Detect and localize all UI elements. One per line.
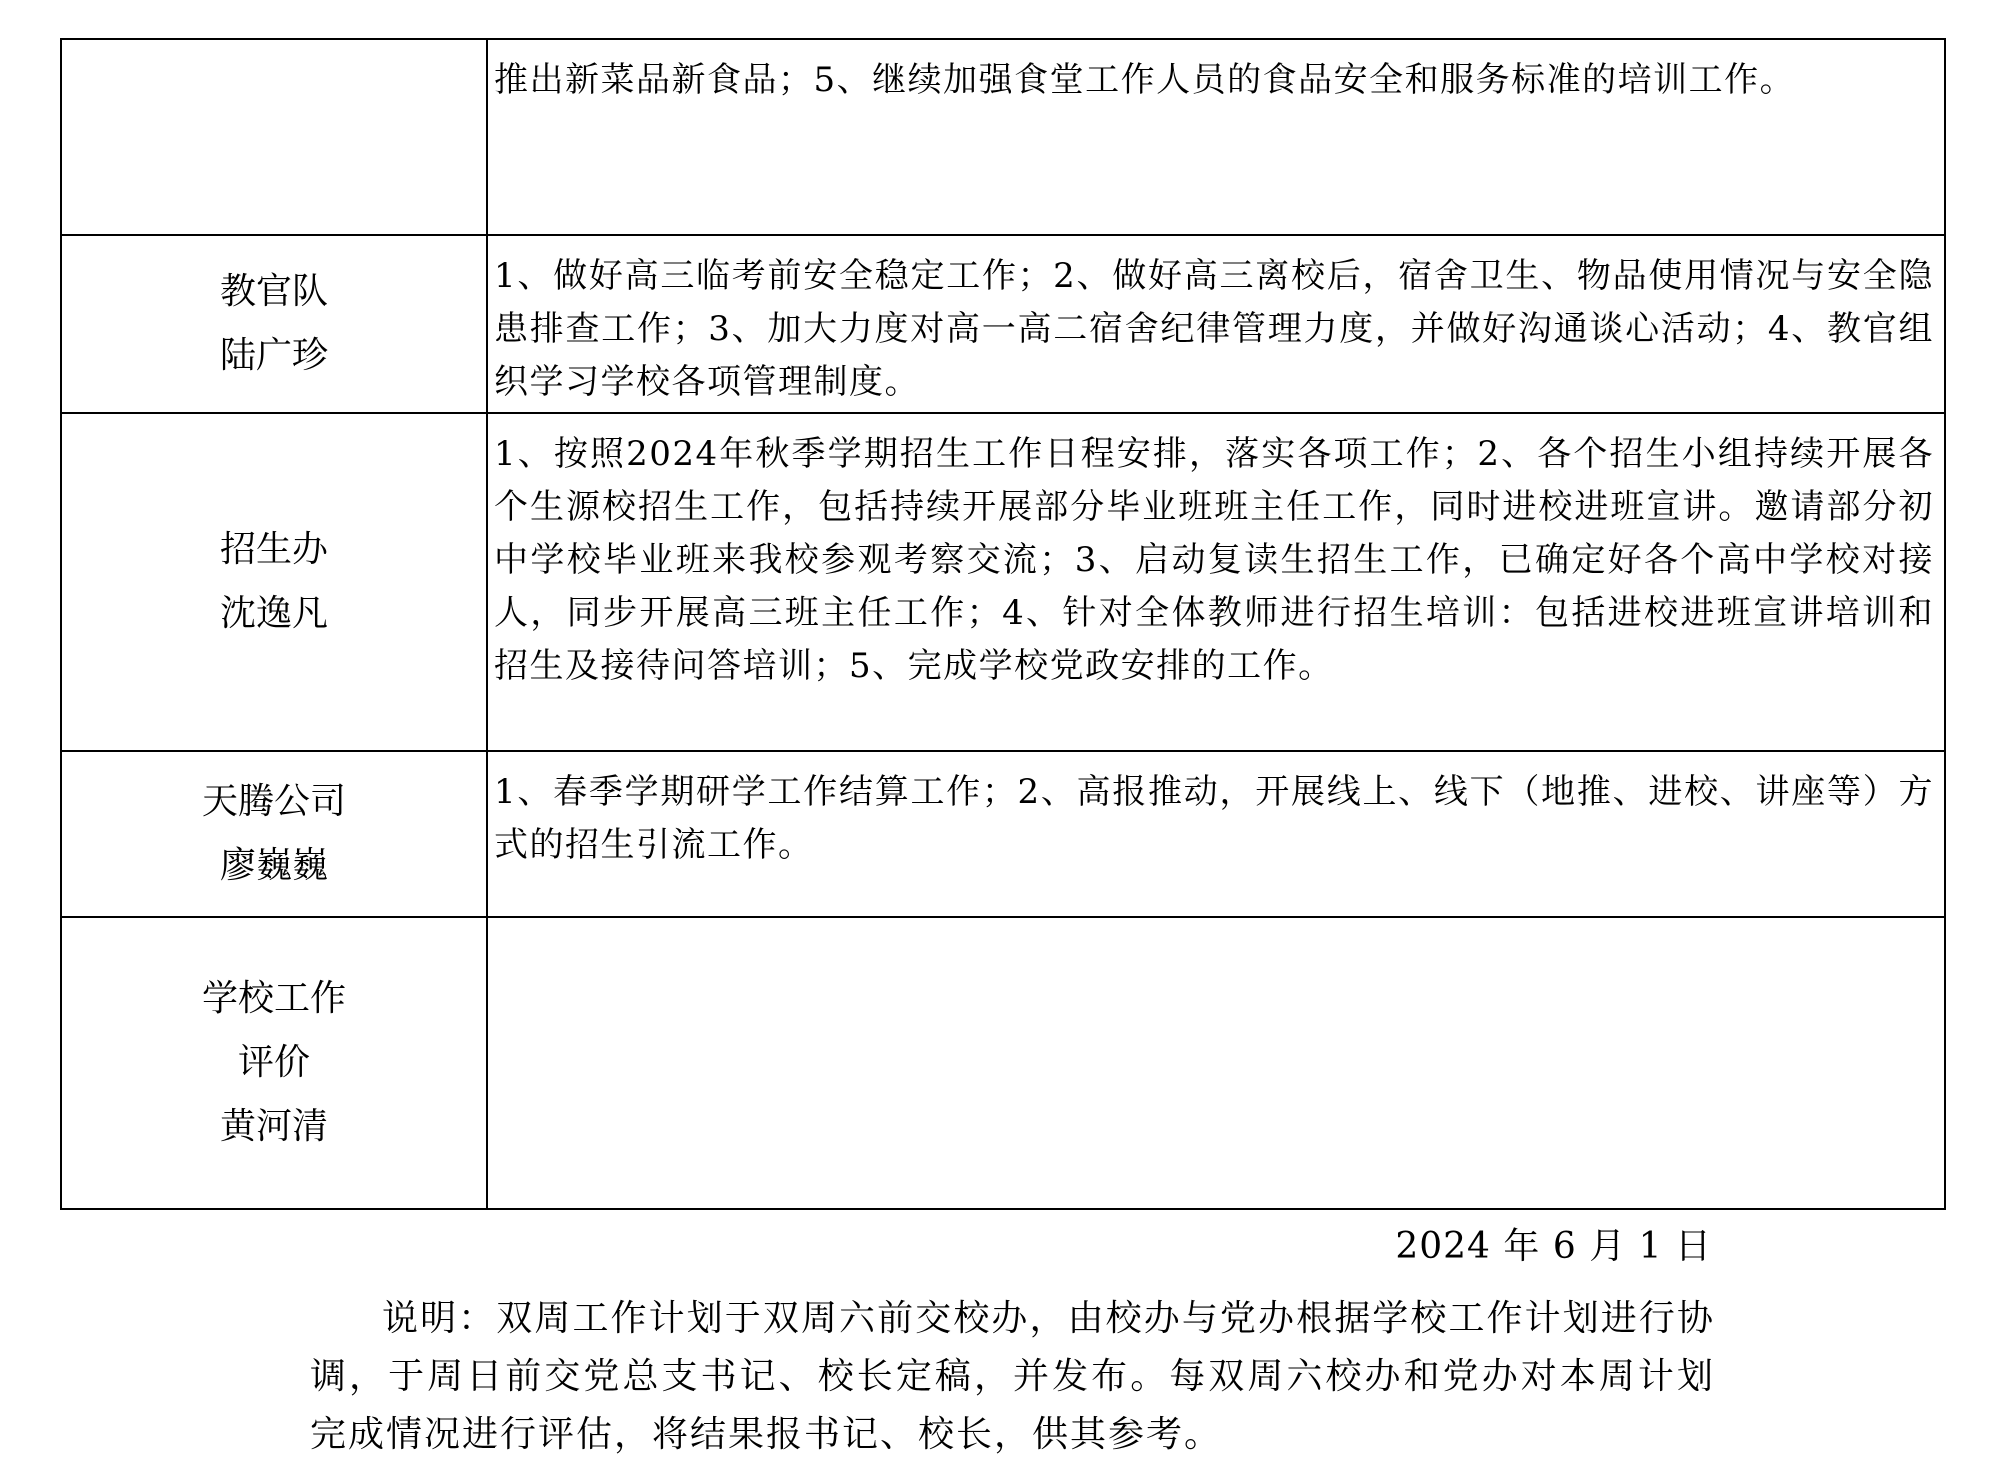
person-name: 陆广珍 <box>219 335 328 376</box>
content-cell <box>487 39 1945 235</box>
table-row <box>61 235 1945 413</box>
department-name: 教官队 <box>219 271 328 312</box>
department-cell <box>61 751 487 917</box>
work-content: 推出新菜品新食品；5、继续加强食堂工作人员的食品安全和服务标准的培训工作。 <box>494 60 1796 100</box>
department-cell <box>61 39 487 235</box>
person-name: 沈逸凡 <box>219 593 328 634</box>
table-row <box>61 413 1945 751</box>
department-name: 招生办 <box>219 529 328 570</box>
person-name: 廖巍巍 <box>219 845 328 886</box>
person-name: 黄河清 <box>219 1106 328 1147</box>
department-cell <box>61 235 487 413</box>
content-cell <box>487 413 1945 751</box>
table-row <box>61 39 1945 235</box>
work-content: 1、春季学期研学工作结算工作；2、高报推动，开展线上、线下（地推、进校、讲座等）方式的招生引流工作。 <box>494 772 1934 865</box>
work-content <box>488 918 1944 932</box>
work-content: 1、做好高三临考前安全稳定工作；2、做好高三离校后，宿舍卫生、物品使用情况与安全隐患排查工作；3、加大力度对高一高二宿舍纪律管理力度，并做好沟通谈心活动；4、教官组织学习学校各项管理制度。 <box>494 256 1934 402</box>
document-note: 说明：双周工作计划于双周六前交校办，由校办与党办根据学校工作计划进行协调，于周日前交党总支书记、校长定稿，并发布。每双周六校办和党办对本周计划完成情况进行评估，将结果报书记、校长，供其参考。 <box>310 1298 1715 1455</box>
department-name: 学校工作 <box>201 978 346 1019</box>
work-content: 1、按照2024年秋季学期招生工作日程安排，落实各项工作；2、各个招生小组持续开展各个生源校招生工作，包括持续开展部分毕业班班主任工作，同时进校进班宣讲。邀请部分初中学校毕业班来我校参观考察交流；3、启动复读生招生工作，已确定好各个高中学校对接人，同步开展高三班主任工作；4、针对全体教师进行招生培训：包括进校进班宣讲培训和招生及接待问答培训；5、完成学校党政安排的工作。 <box>494 434 1934 686</box>
table-row <box>61 917 1945 1209</box>
department-cell <box>61 413 487 751</box>
content-cell <box>487 751 1945 917</box>
document-date: 2024 年 6 月 1 日 <box>1395 1226 1712 1267</box>
table-row <box>61 751 1945 917</box>
work-plan-table <box>60 38 1946 1210</box>
content-cell <box>487 917 1945 1209</box>
department-name: 天腾公司 <box>201 781 346 822</box>
content-cell <box>487 235 1945 413</box>
department-cell <box>61 917 487 1209</box>
department-name-line2: 评价 <box>237 1042 310 1083</box>
